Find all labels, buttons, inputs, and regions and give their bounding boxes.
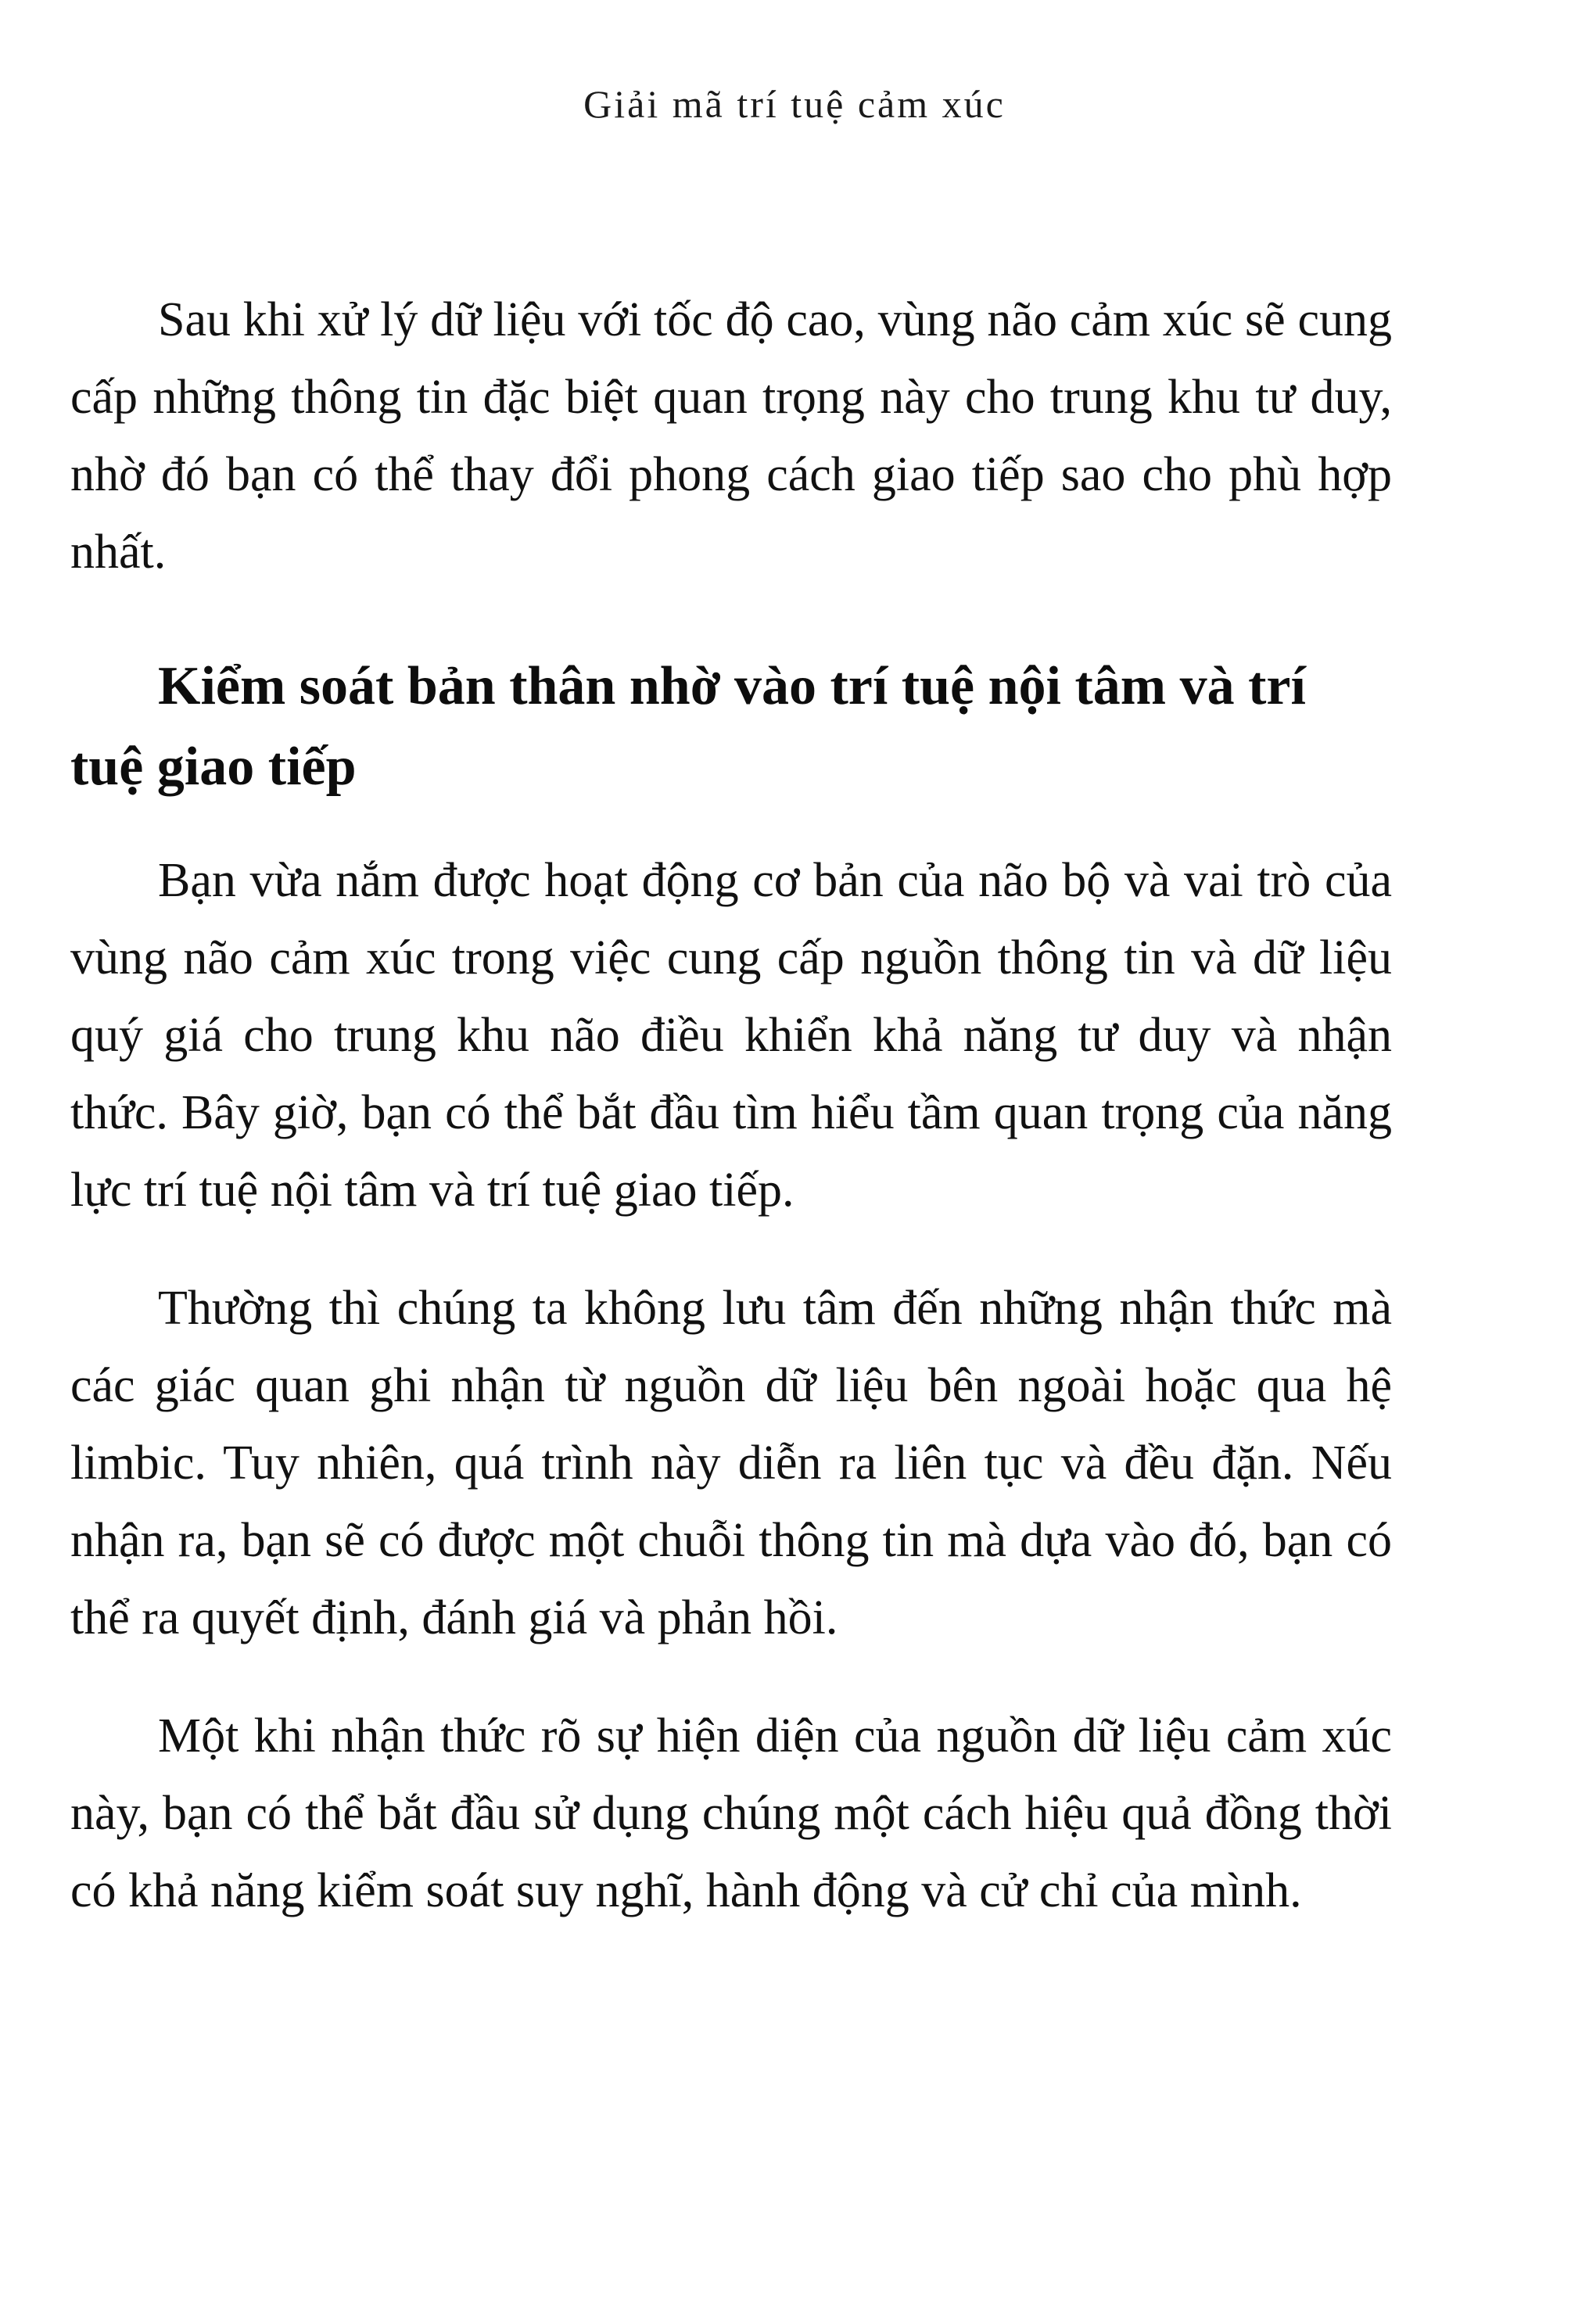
paragraph-brain-role: Bạn vừa nắm được hoạt động cơ bản của não bộ và vai trò của vùng não cảm xúc trong việc cung cấp nguồn thông tin và dữ liệu quý giá cho trung khu não điều khiển khả năng tư duy và nhận thức. Bây giờ, bạn có thể bắt đầu tìm hiểu tầm quan trọng của năng lực trí tuệ nội tâm và trí tuệ giao tiếp. [70,854,1392,1217]
paragraph-intro: Sau khi xử lý dữ liệu với tốc độ cao, vùng não cảm xúc sẽ cung cấp những thông tin đặc biệt quan trọng này cho trung khu tư duy, nhờ đó bạn có thể thay đổi phong cách giao tiếp sao cho phù hợp nhất. [70,293,1392,579]
paragraph-emotional-data: Một khi nhận thức rõ sự hiện diện của nguồn dữ liệu cảm xúc này, bạn có thể bắt đầu sử dụng chúng một cách hiệu quả đồng thời có khả năng kiểm soát suy nghĩ, hành động và cử chỉ của mình. [70,1709,1392,1917]
page-body [70,282,1392,1930]
running-header: Giải mã trí tuệ cảm xúc [583,82,1006,126]
section-heading: Kiểm soát bản thân nhờ vào trí tuệ nội tâm và trí tuệ giao tiếp [70,656,1306,797]
paragraph-perception: Thường thì chúng ta không lưu tâm đến những nhận thức mà các giác quan ghi nhận từ nguồn dữ liệu bên ngoài hoặc qua hệ limbic. Tuy nhiên, quá trình này diễn ra liên tục và đều đặn. Nếu nhận ra, bạn sẽ có được một chuỗi thông tin mà dựa vào đó, bạn có thể ra quyết định, đánh giá và phản hồi. [70,1282,1392,1644]
